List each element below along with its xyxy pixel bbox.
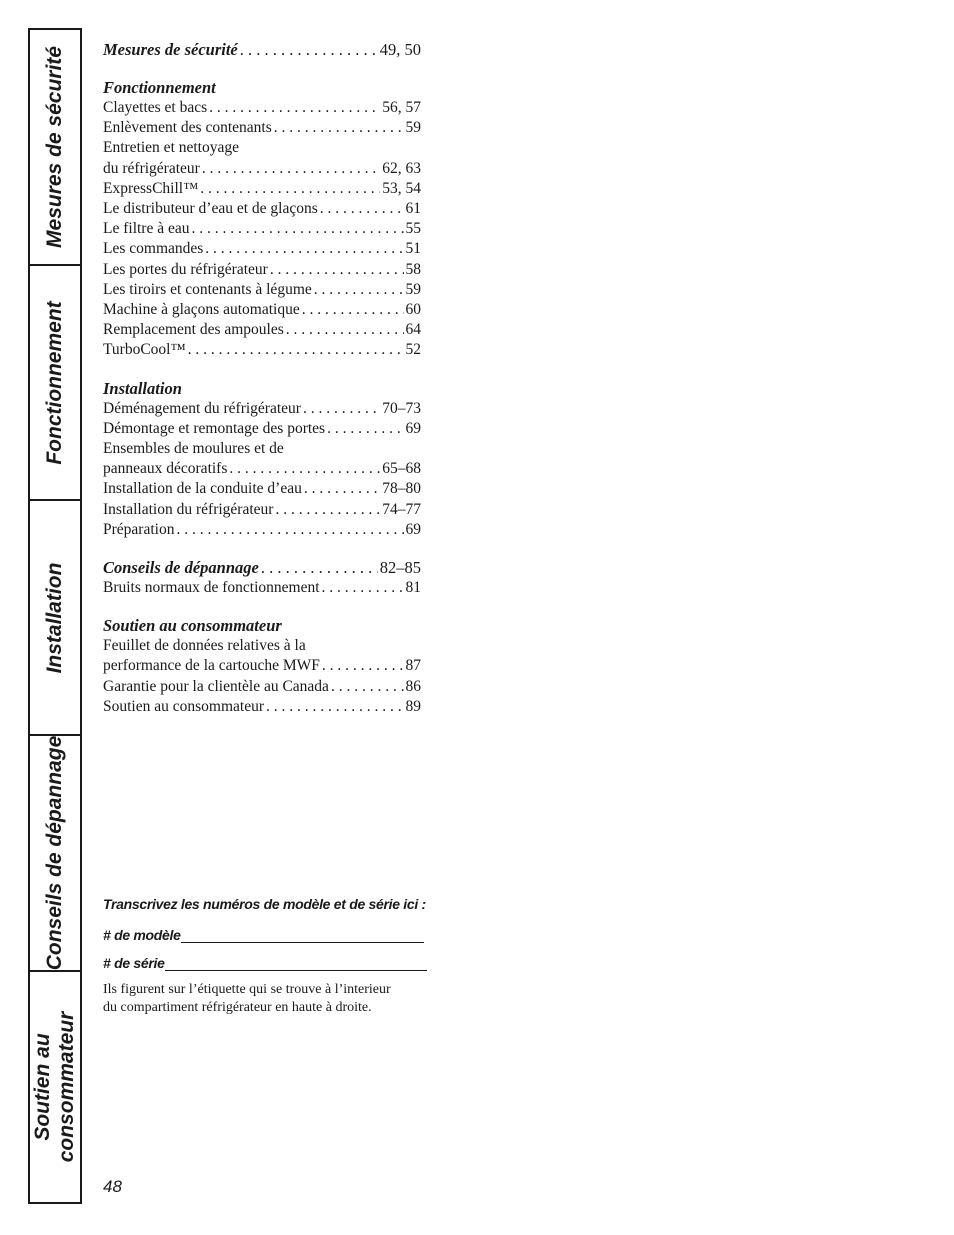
entry-title: Démontage et remontage des portes bbox=[103, 419, 326, 437]
index-section bbox=[103, 379, 421, 540]
entry-title: Garantie pour la clientèle au Canada bbox=[103, 677, 329, 695]
index-entry[interactable] bbox=[103, 340, 421, 360]
dot-leader bbox=[304, 479, 380, 499]
index-section bbox=[103, 78, 421, 361]
page-reference: 49, 50 bbox=[379, 40, 421, 59]
entry-title: Installation de la conduite d’eau bbox=[103, 480, 302, 498]
entry-title: Entretien et nettoyage bbox=[103, 139, 239, 157]
index-entry[interactable] bbox=[103, 500, 421, 520]
dot-leader bbox=[275, 500, 380, 520]
entry-title: Enlèvement des contenants bbox=[103, 119, 272, 137]
tab-installation[interactable] bbox=[30, 501, 80, 736]
index-entry[interactable] bbox=[103, 459, 421, 479]
tab-fonctionnement[interactable] bbox=[30, 266, 80, 501]
serial-number-blank bbox=[165, 954, 427, 971]
serial-number-line bbox=[103, 951, 443, 971]
page-reference: 62, 63 bbox=[382, 159, 421, 177]
model-number-label: # de modèle bbox=[103, 927, 181, 943]
record-note: Ils figurent sur l’étiquette qui se trouve à l’interieur du compartiment réfrigérateur en haute à droite. bbox=[103, 982, 391, 1015]
index-entry[interactable] bbox=[103, 179, 421, 199]
entry-title: Les tiroirs et contenants à légume bbox=[103, 280, 312, 298]
entry-title: performance de la cartouche MWF bbox=[103, 657, 320, 675]
tab-label: Soutien au consommateur bbox=[31, 1011, 78, 1163]
entry-title: TurboCool™ bbox=[103, 341, 186, 359]
page-reference: 59 bbox=[405, 119, 421, 137]
entry-title: Le filtre à eau bbox=[103, 220, 190, 238]
dot-leader bbox=[200, 179, 380, 199]
entry-title: Soutien au consommateur bbox=[103, 697, 264, 715]
section-title: Conseils de dépannage bbox=[103, 558, 259, 578]
entry-title: Préparation bbox=[103, 520, 175, 538]
entry-title: Les commandes bbox=[103, 240, 204, 258]
page-reference: 69 bbox=[405, 520, 421, 538]
dot-leader bbox=[303, 399, 380, 419]
entry-title: Machine à glaçons automatique bbox=[103, 301, 300, 319]
index bbox=[103, 40, 421, 735]
index-entry[interactable] bbox=[103, 656, 421, 676]
index-entry[interactable] bbox=[103, 159, 421, 179]
dot-leader bbox=[266, 697, 404, 717]
entry-title: Feuillet de données relatives à la bbox=[103, 637, 306, 655]
section-heading[interactable] bbox=[103, 40, 421, 60]
dot-leader bbox=[322, 656, 404, 676]
entry-title: panneaux décoratifs bbox=[103, 460, 228, 478]
entry-title: Remplacement des ampoules bbox=[103, 321, 284, 339]
page-number: 48 bbox=[103, 1177, 122, 1196]
section-title: Installation bbox=[103, 378, 182, 398]
dot-leader bbox=[331, 677, 404, 697]
page-reference: 51 bbox=[405, 240, 421, 258]
index-entry[interactable] bbox=[103, 636, 421, 656]
dot-leader bbox=[286, 320, 404, 340]
page-reference: 82–85 bbox=[379, 558, 421, 578]
page-reference: 55 bbox=[405, 220, 421, 238]
section-title: Mesures de sécurité bbox=[103, 40, 238, 59]
tab-label: Mesures de sécurité bbox=[43, 46, 66, 248]
dot-leader bbox=[261, 558, 378, 578]
page-reference: 81 bbox=[405, 579, 421, 597]
index-entry[interactable] bbox=[103, 260, 421, 280]
section-heading[interactable] bbox=[103, 379, 421, 399]
index-entry[interactable] bbox=[103, 697, 421, 717]
section-heading[interactable] bbox=[103, 78, 421, 98]
index-entry[interactable] bbox=[103, 439, 421, 459]
page-reference: 64 bbox=[405, 321, 421, 339]
index-entry[interactable] bbox=[103, 300, 421, 320]
model-number-line bbox=[103, 923, 443, 943]
page-reference: 56, 57 bbox=[382, 99, 421, 116]
page-reference: 58 bbox=[405, 260, 421, 278]
tab-soutien-au-consommateur[interactable] bbox=[30, 972, 80, 1202]
page-reference: 87 bbox=[405, 657, 421, 675]
index-entry[interactable] bbox=[103, 320, 421, 340]
page-reference: 69 bbox=[405, 419, 421, 437]
entry-title: ExpressChill™ bbox=[103, 179, 199, 197]
page-reference: 78–80 bbox=[382, 480, 421, 498]
serial-number-label: # de série bbox=[103, 955, 165, 971]
index-entry[interactable] bbox=[103, 138, 421, 158]
dot-leader bbox=[209, 98, 380, 118]
entry-title: Les portes du réfrigérateur bbox=[103, 260, 268, 278]
dot-leader bbox=[314, 280, 404, 300]
dot-leader bbox=[205, 239, 403, 259]
entry-title: Installation du réfrigérateur bbox=[103, 500, 274, 518]
dot-leader bbox=[202, 159, 380, 179]
entry-title: Clayettes et bacs bbox=[103, 99, 208, 116]
tab-label: Conseils de dépannage bbox=[43, 735, 66, 971]
index-section bbox=[103, 40, 421, 60]
page-reference: 60 bbox=[405, 301, 421, 319]
section-title: Soutien au consommateur bbox=[103, 616, 282, 636]
index-entry[interactable] bbox=[103, 479, 421, 499]
dot-leader bbox=[229, 459, 380, 479]
entry-title: Déménagement du réfrigérateur bbox=[103, 399, 301, 417]
page-reference: 89 bbox=[405, 697, 421, 715]
index-entry[interactable] bbox=[103, 578, 421, 598]
index-entry[interactable] bbox=[103, 98, 421, 118]
index-entry[interactable] bbox=[103, 419, 421, 439]
dot-leader bbox=[176, 520, 403, 540]
index-section bbox=[103, 616, 421, 717]
section-heading[interactable] bbox=[103, 616, 421, 636]
entry-title: Ensembles de moulures et de bbox=[103, 440, 284, 458]
tab-label: Fonctionnement bbox=[43, 300, 66, 465]
entry-title: du réfrigérateur bbox=[103, 159, 200, 177]
dot-leader bbox=[320, 199, 404, 219]
entry-title: Bruits normaux de fonctionnement bbox=[103, 579, 320, 597]
index-entry[interactable] bbox=[103, 399, 421, 419]
record-title: Transcrivez les numéros de modèle et de série ici : bbox=[103, 896, 426, 912]
model-number-blank bbox=[181, 926, 424, 943]
dot-leader bbox=[270, 260, 404, 280]
index-section bbox=[103, 558, 421, 598]
page-reference: 53, 54 bbox=[382, 179, 421, 197]
dot-leader bbox=[188, 340, 404, 360]
section-title: Fonctionnement bbox=[103, 78, 216, 97]
index-entry[interactable] bbox=[103, 280, 421, 300]
index-entry[interactable] bbox=[103, 239, 421, 259]
page-reference: 65–68 bbox=[382, 460, 421, 478]
page-reference: 61 bbox=[405, 200, 421, 218]
dot-leader bbox=[240, 40, 378, 60]
page-reference: 74–77 bbox=[382, 500, 421, 518]
page-reference: 70–73 bbox=[382, 399, 421, 417]
dot-leader bbox=[274, 118, 404, 138]
tab-mesures-de-securite[interactable] bbox=[30, 30, 80, 266]
index-entry[interactable] bbox=[103, 199, 421, 219]
dot-leader bbox=[327, 419, 403, 439]
page-reference: 86 bbox=[405, 677, 421, 695]
dot-leader bbox=[302, 300, 404, 320]
tab-conseils-de-depannage[interactable] bbox=[30, 736, 80, 972]
index-entry[interactable] bbox=[103, 677, 421, 697]
page-reference: 59 bbox=[405, 280, 421, 298]
entry-title: Le distributeur d’eau et de glaçons bbox=[103, 200, 318, 218]
model-serial-record bbox=[103, 894, 443, 1017]
section-heading[interactable] bbox=[103, 558, 421, 578]
tab-label: Installation bbox=[43, 562, 66, 673]
index-entry[interactable] bbox=[103, 219, 421, 239]
index-entry[interactable] bbox=[103, 118, 421, 138]
section-tabs bbox=[28, 28, 82, 1204]
dot-leader bbox=[191, 219, 403, 239]
index-entry[interactable] bbox=[103, 520, 421, 540]
dot-leader bbox=[322, 578, 404, 598]
page-reference: 52 bbox=[405, 341, 421, 359]
